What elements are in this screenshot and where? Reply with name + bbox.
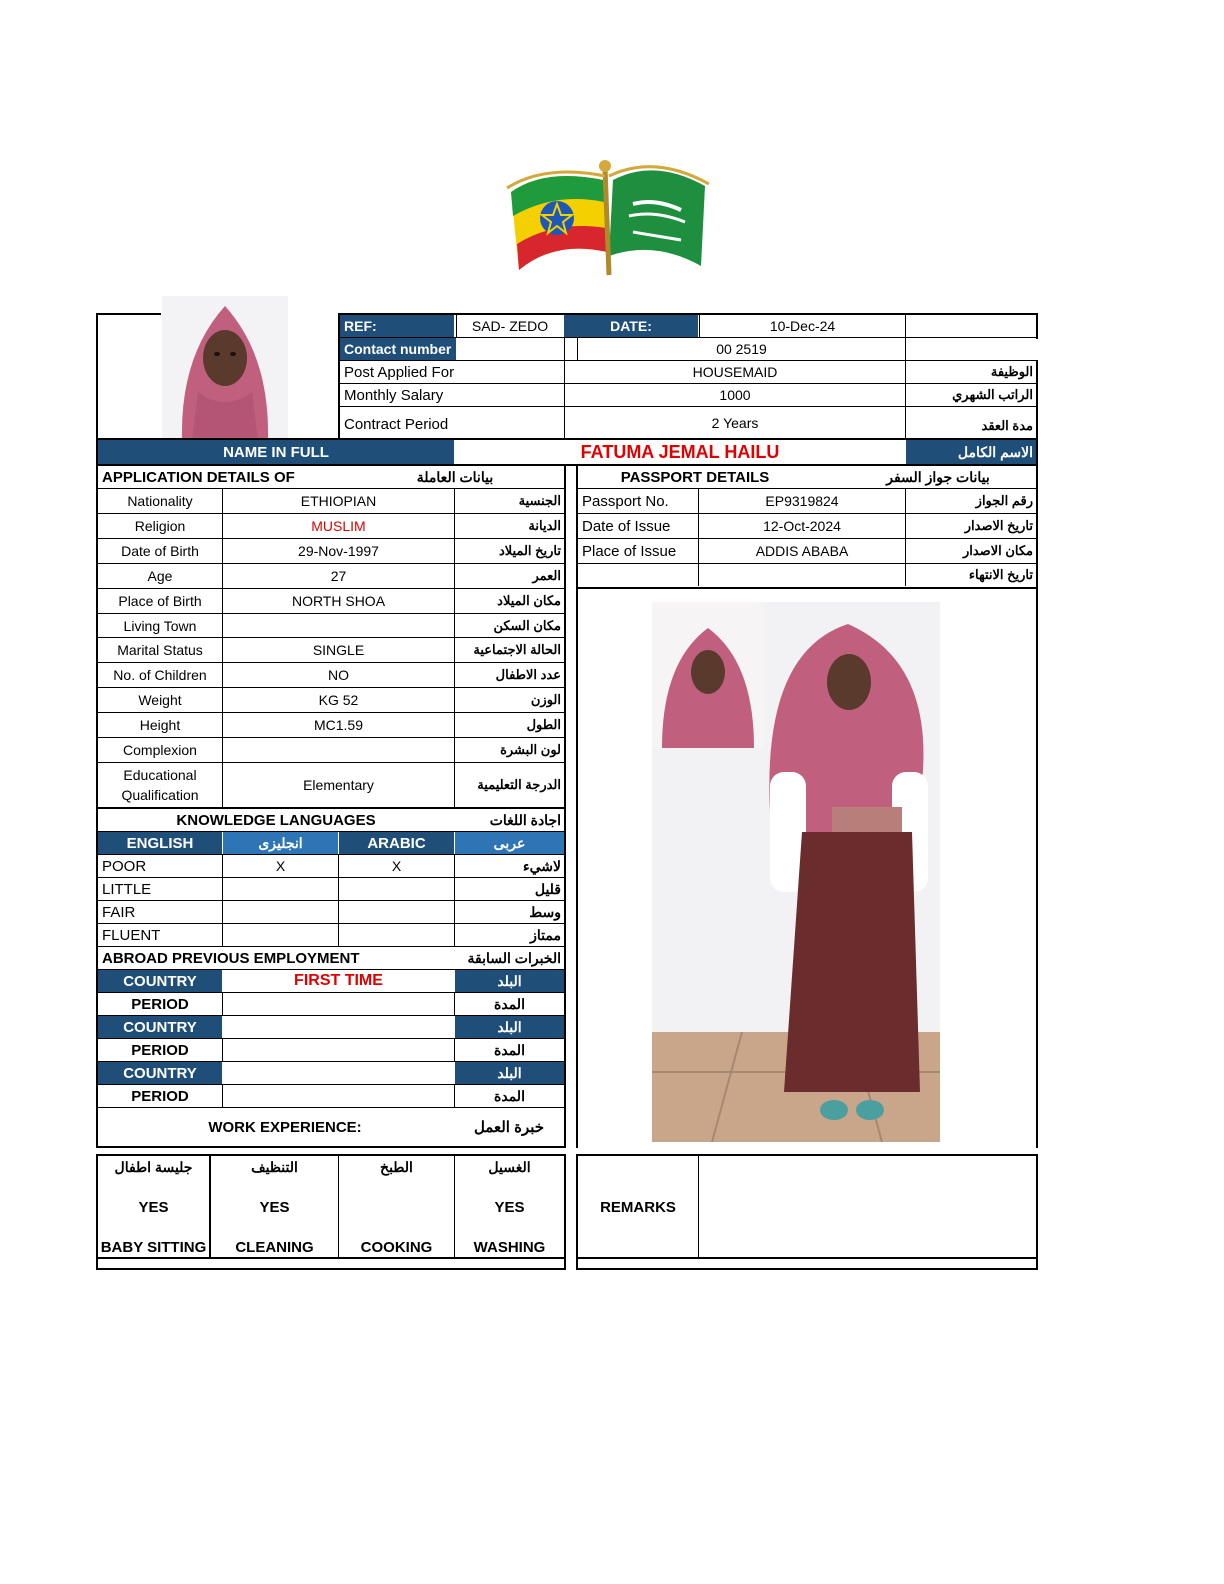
period-label-ar: المدة (454, 1039, 564, 1061)
detail-value: 27 (222, 564, 454, 588)
arabic-level-mark (338, 924, 454, 946)
language-level-ar: قليل (454, 878, 564, 900)
passport-value (698, 564, 905, 586)
arabic-header-ar: عربى (455, 832, 564, 854)
period-label-ar: المدة (454, 993, 564, 1015)
contract-value: 2 Years (564, 407, 905, 438)
skill-value: YES (494, 1198, 525, 1216)
detail-label-ar: لون البشرة (454, 738, 564, 762)
detail-label: Complexion (123, 742, 197, 758)
post-label: Post Applied For (344, 363, 455, 381)
ref-value: SAD- ZEDO (456, 315, 563, 337)
passport-label: Date of Issue (582, 517, 671, 535)
country-label-ar: البلد (455, 970, 564, 992)
english-header: ENGLISH (98, 832, 222, 854)
detail-value (222, 614, 454, 637)
period-label: PERIOD (131, 1041, 189, 1059)
ethiopia-flag (511, 176, 607, 270)
arabic-level-mark (338, 878, 454, 900)
country-value (223, 1016, 454, 1038)
passport-label (578, 564, 698, 586)
language-level-label: FLUENT (102, 926, 161, 944)
employment-title-ar: الخبرات السابقة (467, 949, 561, 966)
work-title: WORK EXPERIENCE: (208, 1118, 362, 1136)
detail-label-ar: العمر (454, 564, 564, 588)
contact-value: 00 2519 (716, 341, 767, 357)
detail-label-ar: الديانة (454, 514, 564, 538)
passport-label: Place of Issue (582, 542, 677, 560)
saudi-flag (609, 170, 705, 266)
skill-label: COOKING (360, 1238, 433, 1256)
education-label (98, 763, 222, 807)
language-level-label: POOR (102, 857, 147, 875)
arabic-header: ARABIC (339, 832, 454, 854)
detail-label-ar: الحالة الاجتماعية (454, 638, 564, 662)
salary-value: 1000 (564, 384, 905, 406)
first-country-value: FIRST TIME (294, 972, 383, 989)
applicant-headshot-photo (162, 296, 288, 440)
passport-label-ar: رقم الجواز (905, 489, 1036, 513)
passport-label: Passport No. (582, 492, 669, 510)
passport-value: EP9319824 (698, 489, 905, 513)
english-level-mark (222, 924, 338, 946)
country-label-ar: البلد (455, 1062, 564, 1084)
detail-value: ETHIOPIAN (222, 489, 454, 513)
skill-label: BABY SITTING (100, 1238, 207, 1256)
passport-value: ADDIS ABABA (698, 539, 905, 563)
remarks-value (700, 1156, 1036, 1256)
language-level-label: LITTLE (102, 880, 152, 898)
english-header-ar: انجليزى (223, 832, 338, 854)
skill-value: YES (138, 1198, 169, 1216)
arabic-level-mark (338, 901, 454, 923)
detail-value (222, 738, 454, 762)
salary-label: Monthly Salary (344, 386, 444, 404)
detail-label-ar: مكان السكن (454, 614, 564, 637)
english-level-mark (222, 901, 338, 923)
contract-label-ar: مدة العقد (905, 407, 1036, 438)
detail-label: Place of Birth (118, 593, 202, 609)
detail-label-ar: عدد الاطفال (454, 663, 564, 687)
period-value (222, 1085, 454, 1107)
education-label-line1: Educational (123, 767, 197, 783)
contact-blank (905, 338, 1036, 360)
detail-value: SINGLE (222, 638, 454, 662)
skill-label-ar: جليسة اطفال (114, 1158, 193, 1175)
skill-value (339, 1196, 454, 1218)
period-label-ar: المدة (454, 1085, 564, 1107)
detail-label: Nationality (127, 493, 193, 509)
period-value (222, 993, 454, 1015)
work-title-ar: خبرة العمل (473, 1119, 545, 1136)
employment-title: ABROAD PREVIOUS EMPLOYMENT (102, 949, 360, 967)
education-label-line2: Qualification (121, 787, 199, 803)
language-level-ar: وسط (454, 901, 564, 923)
skill-label-ar: الطبخ (380, 1158, 413, 1175)
english-level-mark (222, 878, 338, 900)
name-label: NAME IN FULL (98, 440, 454, 464)
name-label-ar: الاسم الكامل (906, 440, 1036, 464)
language-level-ar: لاشيء (454, 855, 564, 877)
detail-label: Living Town (123, 617, 197, 634)
education-label-ar: الدرجة التعليمية (454, 763, 564, 807)
detail-label: Marital Status (117, 642, 203, 658)
detail-label: Age (147, 568, 173, 584)
full-name-value: FATUMA JEMAL HAILU (580, 441, 780, 462)
detail-value: 29-Nov-1997 (222, 539, 454, 563)
crossed-flags-logo (505, 140, 715, 280)
contract-label: Contract Period (344, 415, 449, 433)
post-label-ar: الوظيفة (905, 361, 1036, 383)
skill-label-ar: الغسيل (488, 1158, 531, 1175)
period-label: PERIOD (131, 1087, 189, 1105)
contact-spacer (564, 338, 578, 360)
passport-label-ar: تاريخ الاصدار (905, 514, 1036, 538)
detail-label-ar: الوزن (454, 688, 564, 712)
detail-label-ar: مكان الميلاد (454, 589, 564, 613)
skill-value: YES (259, 1198, 290, 1216)
languages-title-ar: اجادة اللغات (489, 811, 561, 828)
language-level-label: FAIR (102, 903, 136, 921)
detail-value: KG 52 (222, 688, 454, 712)
detail-value: MC1.59 (222, 713, 454, 737)
post-value: HOUSEMAID (564, 361, 905, 383)
date-value: 10-Dec-24 (699, 315, 905, 337)
detail-label: Weight (138, 692, 182, 708)
applicant-full-body-photo (652, 602, 940, 1142)
skill-label-ar: التنظيف (251, 1158, 298, 1175)
passport-title: PASSPORT DETAILS (620, 468, 770, 486)
detail-label-ar: الجنسية (454, 489, 564, 513)
country-label-ar: البلد (455, 1016, 564, 1038)
detail-label: Date of Birth (121, 543, 199, 559)
english-level-mark: X (222, 855, 338, 877)
passport-label-ar: مكان الاصدار (905, 539, 1036, 563)
application-title: APPLICATION DETAILS OF (102, 468, 295, 486)
passport-value: 12-Oct-2024 (698, 514, 905, 538)
education-value: Elementary (222, 763, 454, 807)
period-label: PERIOD (131, 995, 189, 1013)
passport-title-ar: بيانات جواز السفر (886, 468, 990, 485)
country-label: COUNTRY (98, 970, 222, 992)
date-label: DATE: (564, 315, 698, 337)
skill-label: WASHING (473, 1238, 546, 1256)
detail-label: Height (139, 717, 181, 733)
detail-value: NORTH SHOA (222, 589, 454, 613)
ref-label: REF: (340, 315, 454, 337)
country-value (223, 1062, 454, 1084)
detail-label-ar: الطول (454, 713, 564, 737)
passport-label-ar: تاريخ الانتهاء (905, 564, 1036, 586)
date-blank (905, 315, 1036, 337)
contact-label: Contact number (340, 338, 456, 360)
detail-label-ar: تاريخ الميلاد (454, 539, 564, 563)
arabic-level-mark: X (338, 855, 454, 877)
languages-title: KNOWLEDGE LANGUAGES (176, 811, 376, 829)
application-title-ar: بيانات العاملة (416, 468, 494, 485)
language-level-ar: ممتاز (454, 924, 564, 946)
country-label: COUNTRY (98, 1062, 222, 1084)
period-value (222, 1039, 454, 1061)
detail-label: Religion (134, 518, 186, 534)
detail-value: NO (222, 663, 454, 687)
skill-label: CLEANING (235, 1238, 314, 1256)
detail-label: No. of Children (113, 667, 207, 683)
remarks-label: REMARKS (600, 1198, 676, 1216)
detail-value: MUSLIM (222, 514, 454, 538)
country-label: COUNTRY (98, 1016, 222, 1038)
salary-label-ar: الراتب الشهري (905, 384, 1036, 406)
